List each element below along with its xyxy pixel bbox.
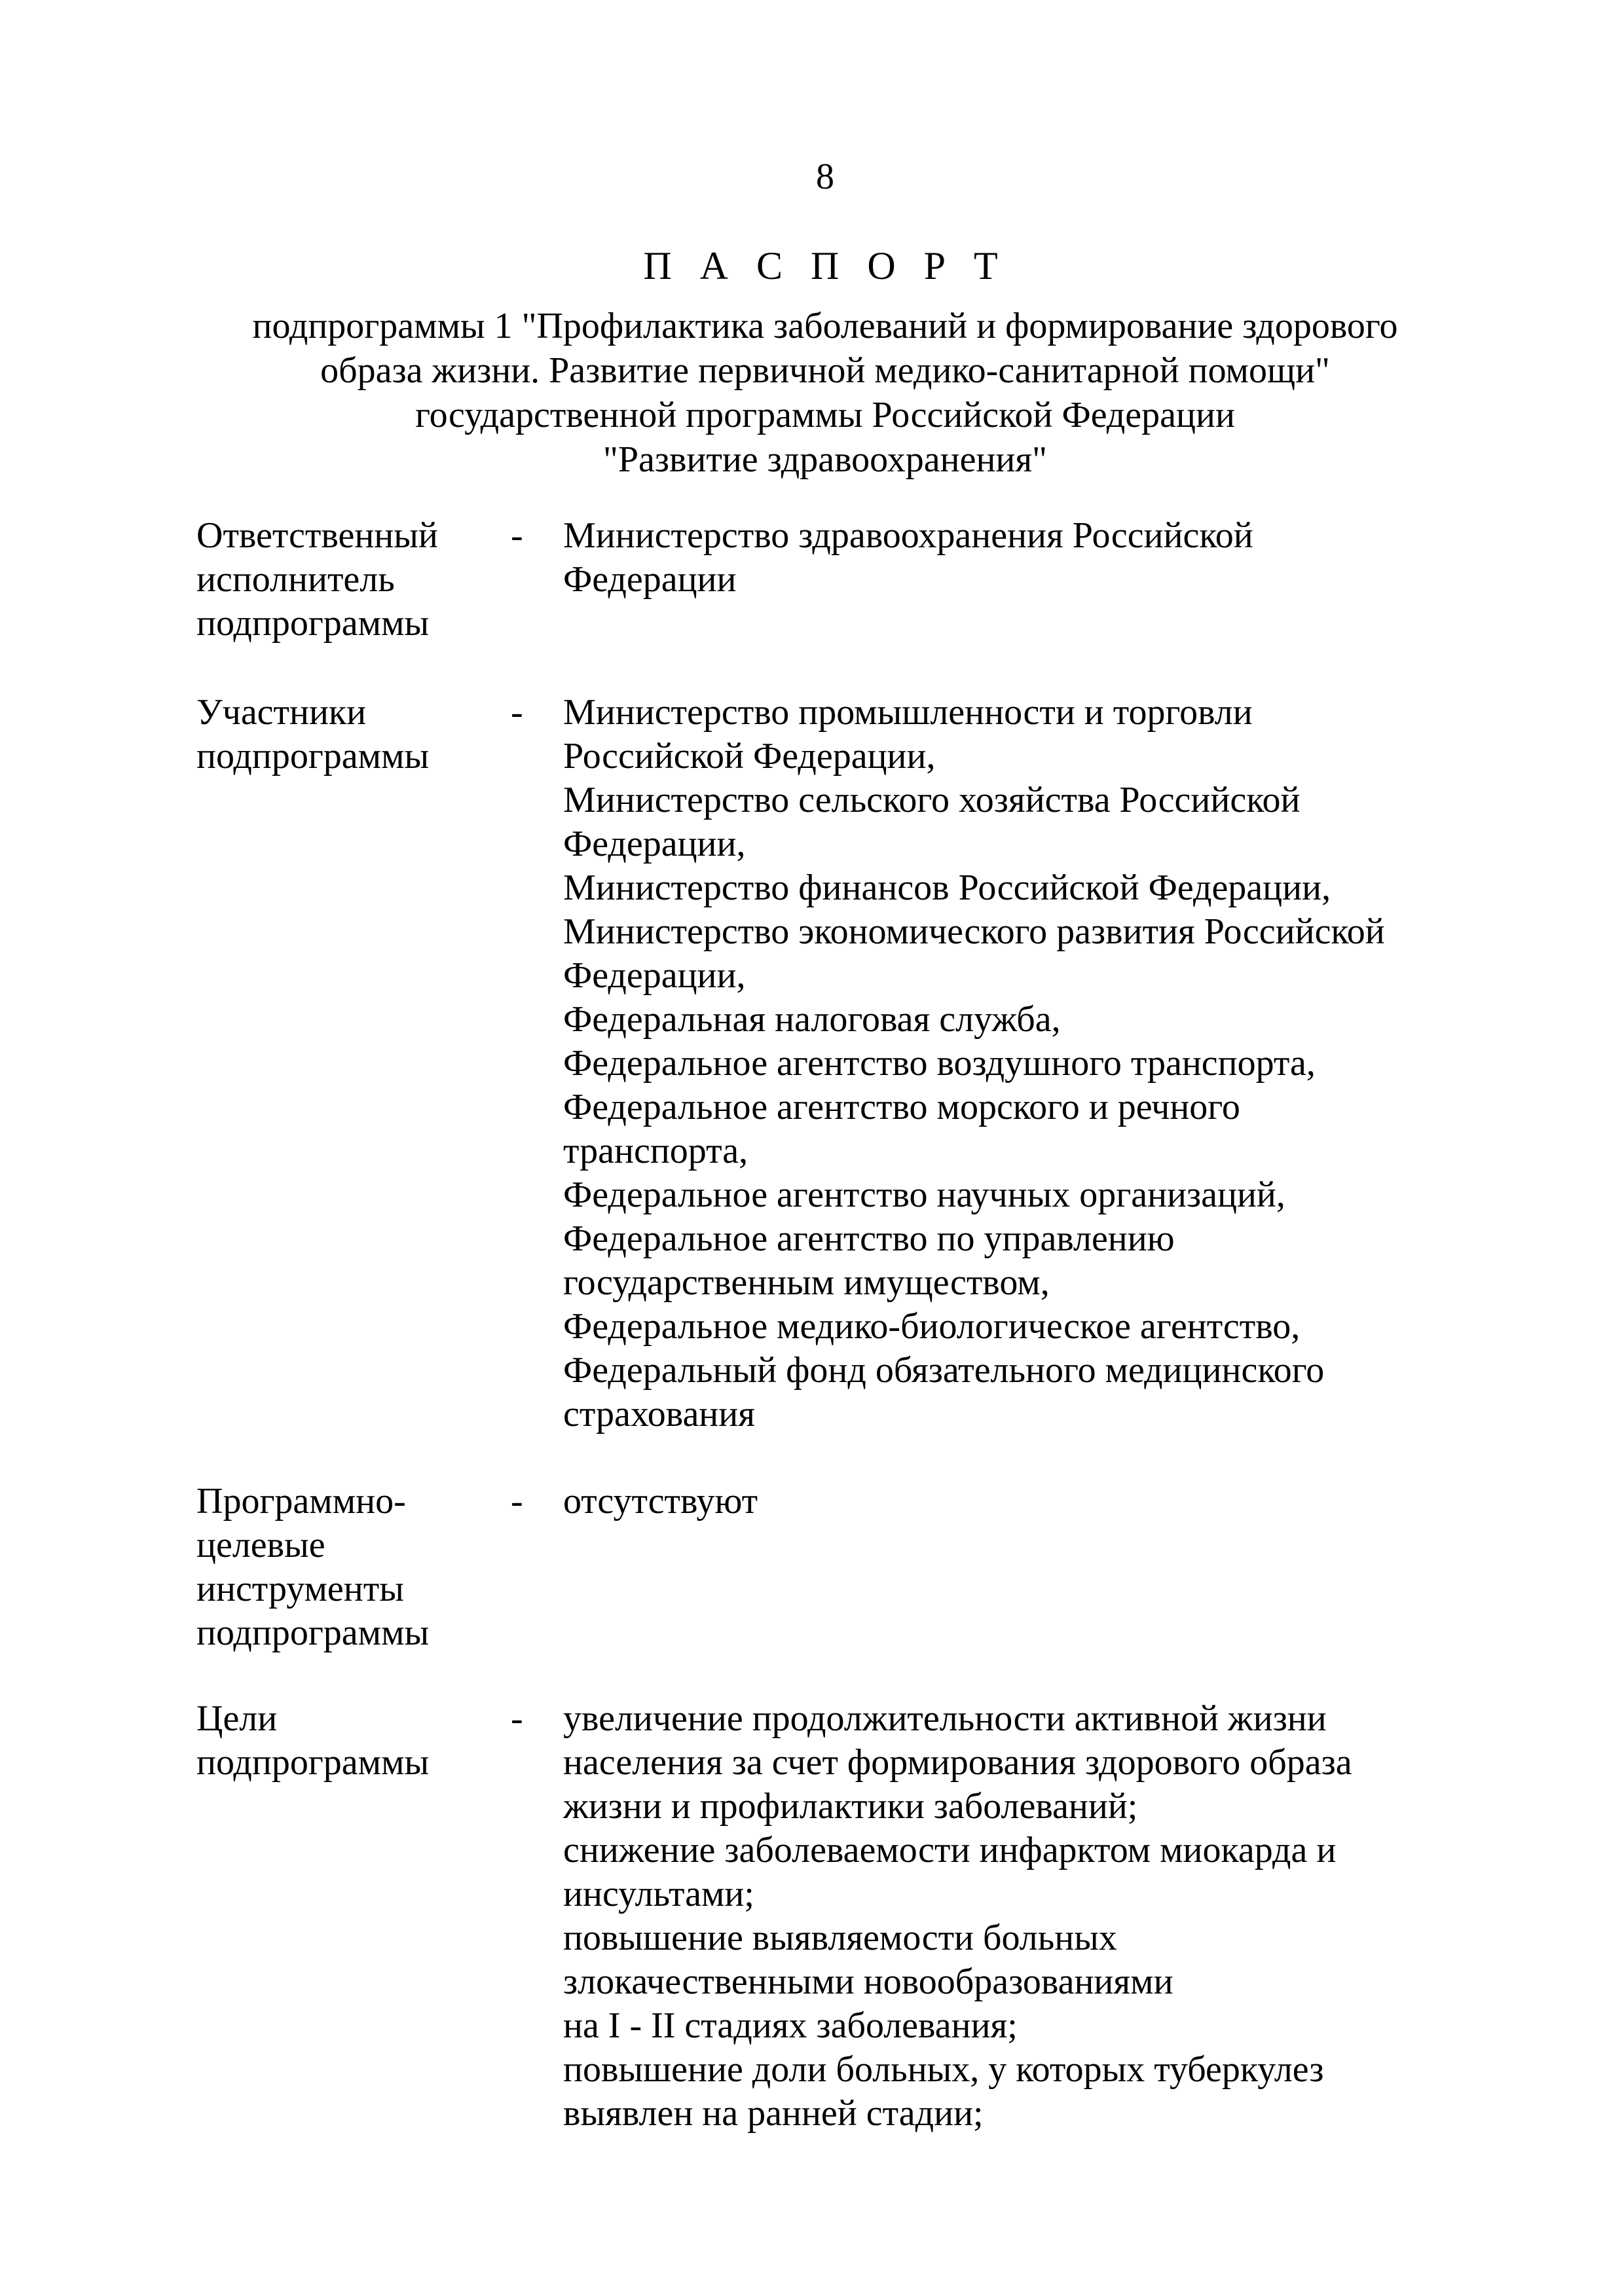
value-line: Федерации (563, 559, 737, 600)
value-line: Федеральное агентство воздушного транспорта, (563, 1043, 1316, 1084)
value-line: Федеральное агентство морского и речного (563, 1087, 1240, 1127)
row-label (196, 691, 498, 778)
row-dash: - (511, 692, 523, 733)
label-line: Ответственный (196, 515, 438, 556)
value-line: отсутствуют (563, 1481, 758, 1522)
value-line: Федерации, (563, 824, 746, 864)
label-line: исполнитель (196, 559, 395, 600)
subtitle-line: образа жизни. Развитие первичной медико-санитарной помощи" (320, 350, 1330, 391)
value-line: Федеральная налоговая служба, (563, 999, 1061, 1040)
row-value (563, 1697, 1506, 2136)
page-number: 8 (816, 156, 834, 197)
row-value (563, 691, 1506, 1436)
row-dash: - (511, 515, 523, 556)
label-line: Участники (196, 692, 367, 733)
value-line: инсультами; (563, 1874, 754, 1914)
value-line: Федеральное медико-биологическое агентство, (563, 1306, 1301, 1347)
value-line: населения за счет формирования здорового образа (563, 1742, 1352, 1783)
document-subtitle (196, 304, 1454, 482)
row-label (196, 1697, 498, 1785)
value-line: Министерство финансов Российской Федерации, (563, 867, 1331, 908)
value-line: снижение заболеваемости инфарктом миокарда и (563, 1830, 1337, 1870)
label-line: подпрограммы (196, 603, 430, 644)
value-line: Министерство промышленности и торговли (563, 692, 1253, 733)
value-line: злокачественными новообразованиями (563, 1961, 1173, 2002)
value-line: увеличение продолжительности активной жизни (563, 1698, 1327, 1739)
subtitle-line: "Развитие здравоохранения" (602, 439, 1048, 480)
label-line: подпрограммы (196, 1613, 430, 1653)
label-line: целевые (196, 1525, 325, 1565)
subtitle-line: подпрограммы 1 "Профилактика заболеваний и формирование здорового (252, 306, 1398, 346)
row-label (196, 1480, 498, 1655)
value-line: Федеральное агентство по управлению (563, 1218, 1175, 1259)
value-line: Федеральное агентство научных организаций, (563, 1175, 1285, 1215)
value-line: Российской Федерации, (563, 736, 936, 776)
label-line: подпрограммы (196, 736, 430, 776)
value-line: Федерации, (563, 955, 746, 996)
value-line: страхования (563, 1394, 755, 1434)
value-line: Министерство сельского хозяйства Российской (563, 780, 1301, 820)
document-title: П А С П О Р Т (643, 244, 1007, 287)
row-dash: - (511, 1698, 523, 1739)
row-label (196, 514, 498, 646)
value-line: Федеральный фонд обязательного медицинского (563, 1350, 1325, 1391)
label-line: инструменты (196, 1569, 404, 1609)
subtitle-line: государственной программы Российской Федерации (415, 395, 1235, 435)
value-line: Министерство здравоохранения Российской (563, 515, 1253, 556)
value-line: жизни и профилактики заболеваний; (563, 1786, 1138, 1827)
row-value (563, 1480, 1506, 1523)
row-value (563, 514, 1506, 602)
label-line: подпрограммы (196, 1742, 430, 1783)
label-line: Цели (196, 1698, 278, 1739)
label-line: Программно- (196, 1481, 406, 1522)
value-line: на I - II стадиях заболевания; (563, 2005, 1018, 2046)
value-line: Министерство экономического развития Российской (563, 911, 1385, 952)
row-dash: - (511, 1481, 523, 1522)
value-line: повышение выявляемости больных (563, 1918, 1117, 1958)
value-line: государственным имуществом, (563, 1262, 1050, 1303)
value-line: повышение доли больных, у которых туберкулез (563, 2049, 1324, 2090)
value-line: выявлен на ранней стадии; (563, 2093, 984, 2134)
value-line: транспорта, (563, 1131, 748, 1171)
